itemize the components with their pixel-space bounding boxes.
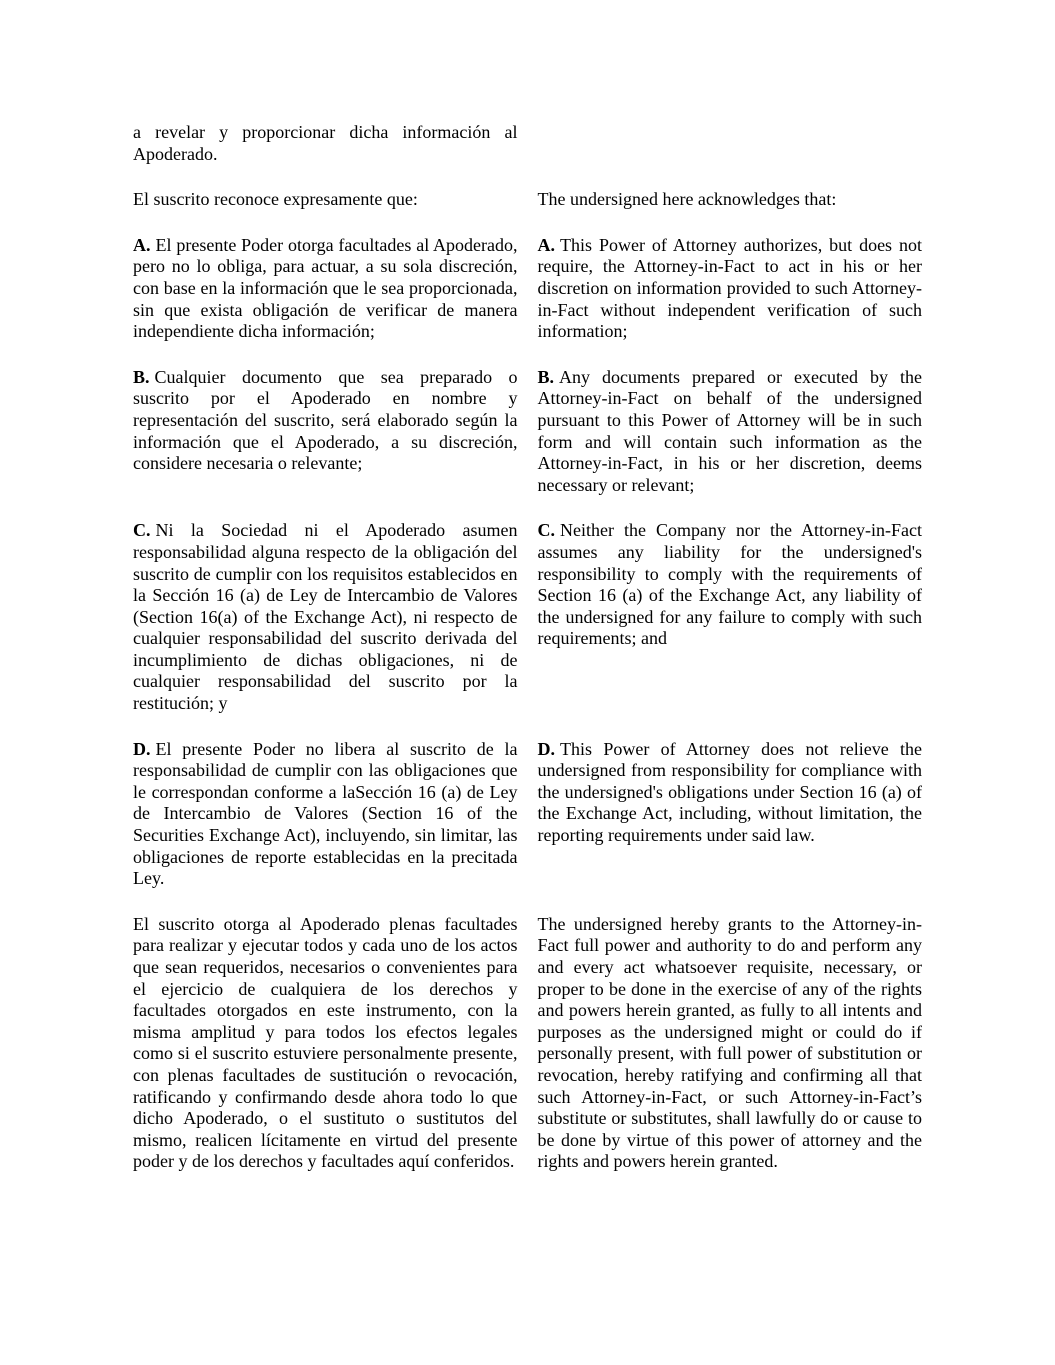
paragraph-es-intro	[133, 122, 518, 165]
paragraph-row-d	[133, 739, 922, 890]
paragraph-row-a	[133, 235, 922, 343]
paragraph-letter-c: C.	[133, 520, 151, 541]
paragraph-letter-a: A.	[133, 234, 151, 255]
paragraph-row-c	[133, 520, 922, 714]
paragraph-letter-d: D.	[133, 738, 151, 759]
paragraph-text: Cualquier documento que sea preparado o suscrito por el Apoderado en nombre y representación del suscrito, será elaborado según la información que el Apoderado, a su discreción, considere necesaria o relevante;	[133, 366, 518, 474]
paragraph-text: Neither the Company nor the Attorney-in-Fact assumes any liability for the undersigned's responsibility to comply with the requirements of Section 16 (a) of the Exchange Act, any liability of the undersigned for any failure to comply with such requirements; and	[537, 520, 922, 649]
paragraph-en-intro	[538, 122, 923, 165]
paragraph-text: Any documents prepared or executed by the Attorney-in-Fact on behalf of the undersigned pursuant to this Power of Attorney will be in such form and will contain such information as the Attorney-in-Fact, in his or her discretion, deems necessary or relevant;	[537, 366, 922, 495]
paragraph-letter-c: C.	[537, 520, 555, 541]
paragraph-row-acknowledge	[133, 189, 922, 211]
paragraph-row-b	[133, 367, 922, 497]
paragraph-text: This Power of Attorney authorizes, but does not require, the Attorney-in-Fact to act in his or her discretion on information provided to such Attorney-in-Fact without independent verification of such information;	[537, 234, 922, 342]
paragraph-en-d	[538, 739, 923, 890]
paragraph-en-acknowledge	[538, 189, 923, 211]
paragraph-es-b	[133, 367, 518, 497]
paragraph-text: El presente Poder otorga facultades al Apoderado, pero no lo obliga, para actuar, a su sola discreción, con base en la información que le sea proporcionada, sin que exista obligación de verificar de manera independiente dicha información;	[133, 234, 518, 342]
paragraph-es-acknowledge	[133, 189, 518, 211]
paragraph-es-c	[133, 520, 518, 714]
paragraph-text: El suscrito reconoce expresamente que:	[133, 189, 418, 210]
paragraph-text: The undersigned here acknowledges that:	[537, 189, 837, 210]
paragraph-text: This Power of Attorney does not relieve the undersigned from responsibility for compliance with the undersigned's obligations under Section 16 (a) of the Exchange Act, including, without limitation, the reporting requirements under said law.	[537, 738, 922, 846]
paragraph-text: The undersigned hereby grants to the Attorney-in-Fact full power and authority to do and perform any and every act whatsoever requisite, necessary, or proper to be done in the exercise of any of the rights and powers herein granted, as fully to all intents and purposes as the undersigned might or could do if personally present, with full power of substitution or revocation, hereby ratifying and confirming all that such Attorney-in-Fact, or such Attorney-in-Fact’s substitute or substitutes, shall lawfully do or cause to be done by virtue of this power of attorney and the rights and powers herein granted.	[537, 913, 922, 1172]
paragraph-row-grant	[133, 914, 922, 1173]
paragraph-en-c	[538, 520, 923, 714]
paragraph-es-d	[133, 739, 518, 890]
paragraph-letter-a: A.	[537, 234, 555, 255]
paragraph-es-a	[133, 235, 518, 343]
paragraph-en-a	[538, 235, 923, 343]
paragraph-text: a revelar y proporcionar dicha información al Apoderado.	[133, 122, 518, 164]
paragraph-row-intro	[133, 122, 922, 165]
paragraph-en-b	[538, 367, 923, 497]
paragraph-letter-d: D.	[537, 738, 555, 759]
paragraph-letter-b: B.	[133, 366, 150, 387]
paragraph-en-grant	[538, 914, 923, 1173]
paragraph-es-grant	[133, 914, 518, 1173]
paragraph-text: Ni la Sociedad ni el Apoderado asumen responsabilidad alguna respecto de la obligación del suscrito de cumplir con los requisitos establecidos en la Sección 16 (a) de Ley de Intercambio de Valores (Section 16(a) of the Exchange Act), ni respecto de cualquier responsabilidad del suscrito derivada del incumplimiento de dichas obligaciones, ni de cualquier responsabilidad del suscrito por la restitución; y	[133, 520, 518, 714]
paragraph-text: El suscrito otorga al Apoderado plenas facultades para realizar y ejecutar todos y cada uno de los actos que sean requeridos, necesarios o convenientes para el ejercicio de cualquiera de los derechos y facultades otorgados en este instrumento, con la misma amplitud y para todos los efectos legales como si el suscrito estuviere personalmente presente, con plenas facultades de sustitución o revocación, ratificando y confirmando desde ahora todo lo que dicho Apoderado, o el sustituto o sustitutos del mismo, realicen lícitamente en virtud del presente poder y de los derechos y facultades aquí conferidos.	[133, 913, 518, 1172]
paragraph-text: El presente Poder no libera al suscrito de la responsabilidad de cumplir con las obligaciones que le correspondan conforme a laSección 16 (a) de Ley de Intercambio de Valores (Section 16 of the Securities Exchange Act), incluyendo, sin limitar, las obligaciones de reporte establecidas en la precitada Ley.	[133, 738, 518, 889]
paragraph-letter-b: B.	[537, 366, 555, 387]
